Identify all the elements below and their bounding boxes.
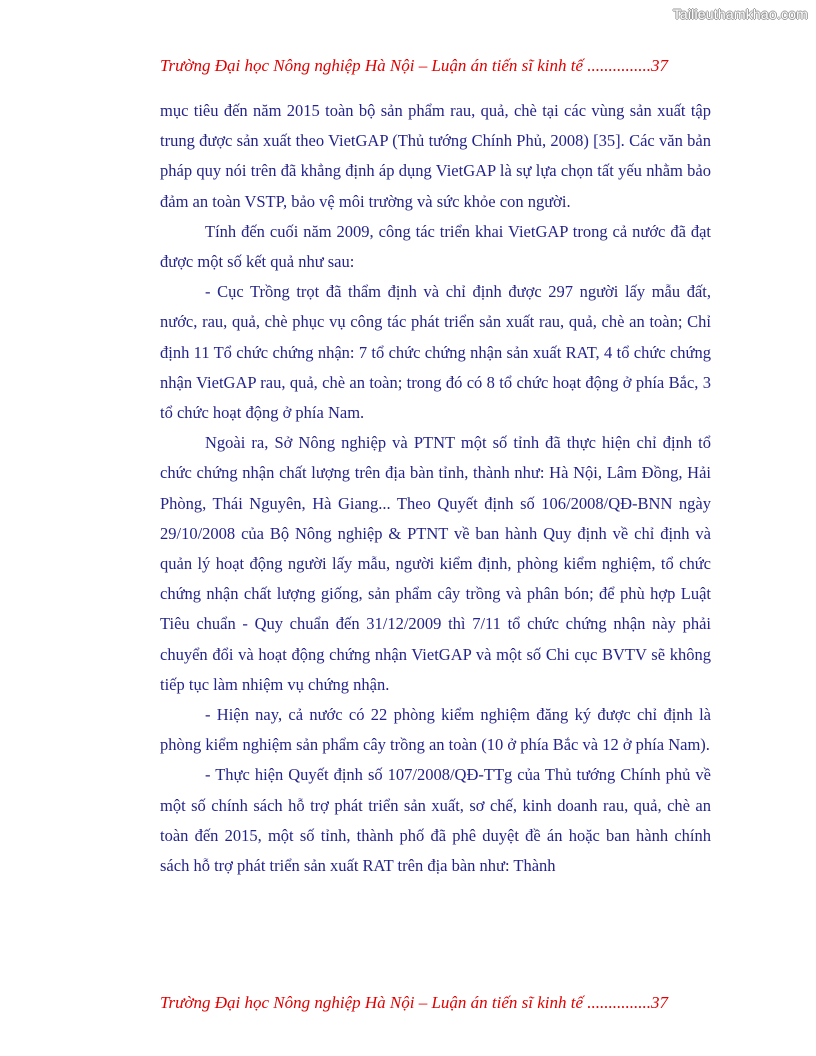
page-header: Trường Đại học Nông nghiệp Hà Nội – Luận án tiến sĩ kinh tế ...............37 <box>160 56 669 75</box>
paragraph-5: - Hiện nay, cả nước có 22 phòng kiểm nghiệm đăng ký được chỉ định là phòng kiểm nghiệm sản phẩm cây trồng an toàn (10 ở phía Bắc và 12 ở phía Nam). <box>160 705 711 755</box>
paragraph-4: Ngoài ra, Sở Nông nghiệp và PTNT một số tỉnh đã thực hiện chỉ định tổ chức chứng nhận chất lượng trên địa bàn tỉnh, thành như: Hà Nội, Lâm Đồng, Hải Phòng, Thái Nguyên, Hà Giang... Theo Quyết định số 106/2008/QĐ-BNN ngày 29/10/2008 của Bộ Nông nghiệp & PTNT về ban hành Quy định về chỉ định và quản lý hoạt động người lấy mẫu, người kiểm định, phòng kiểm nghiệm, tổ chức chứng nhận chất lượng giống, sản phẩm cây trồng và phân bón; để phù hợp Luật Tiêu chuẩn - Quy chuẩn đến 31/12/2009 thì 7/11 tổ chức chứng nhận này phải chuyển đổi và hoạt động chứng nhận VietGAP và một số Chi cục BVTV sẽ không tiếp tục làm nhiệm vụ chứng nhận. <box>160 433 711 694</box>
paragraph-1: mục tiêu đến năm 2015 toàn bộ sản phẩm rau, quả, chè tại các vùng sản xuất tập trung được sản xuất theo VietGAP (Thủ tướng Chính Phủ, 2008) [35]. Các văn bản pháp quy nói trên đã khẳng định áp dụng VietGAP là sự lựa chọn tất yếu nhằm bảo đảm an toàn VSTP, bảo vệ môi trường và sức khỏe con người. <box>160 101 711 211</box>
paragraph-3: - Cục Trồng trọt đã thẩm định và chỉ định được 297 người lấy mẫu đất, nước, rau, quả, chè phục vụ công tác phát triển sản xuất rau, quả, chè an toàn; Chỉ định 11 Tổ chức chứng nhận: 7 tổ chức chứng nhận sản xuất RAT, 4 tổ chức chứng nhận VietGAP rau, quả, chè an toàn; trong đó có 8 tổ chức hoạt động ở phía Bắc, 3 tổ chức hoạt động ở phía Nam. <box>160 282 711 423</box>
body-text <box>160 96 711 881</box>
paragraph-2: Tính đến cuối năm 2009, công tác triển khai VietGAP trong cả nước đã đạt được một số kết quả như sau: <box>160 221 711 272</box>
watermark: Tailieuthamkhao.com <box>672 6 808 22</box>
paragraph-6: - Thực hiện Quyết định số 107/2008/QĐ-TTg của Thủ tướng Chính phủ về một số chính sách hỗ trợ phát triển sản xuất, sơ chế, kinh doanh rau, quả, chè an toàn đến 2015, một số tỉnh, thành phố đã phê duyệt đề án hoặc ban hành chính sách hỗ trợ phát triển sản xuất RAT trên địa bàn như: Thành <box>160 765 711 876</box>
page-footer: Trường Đại học Nông nghiệp Hà Nội – Luận án tiến sĩ kinh tế ...............37 <box>160 993 669 1012</box>
